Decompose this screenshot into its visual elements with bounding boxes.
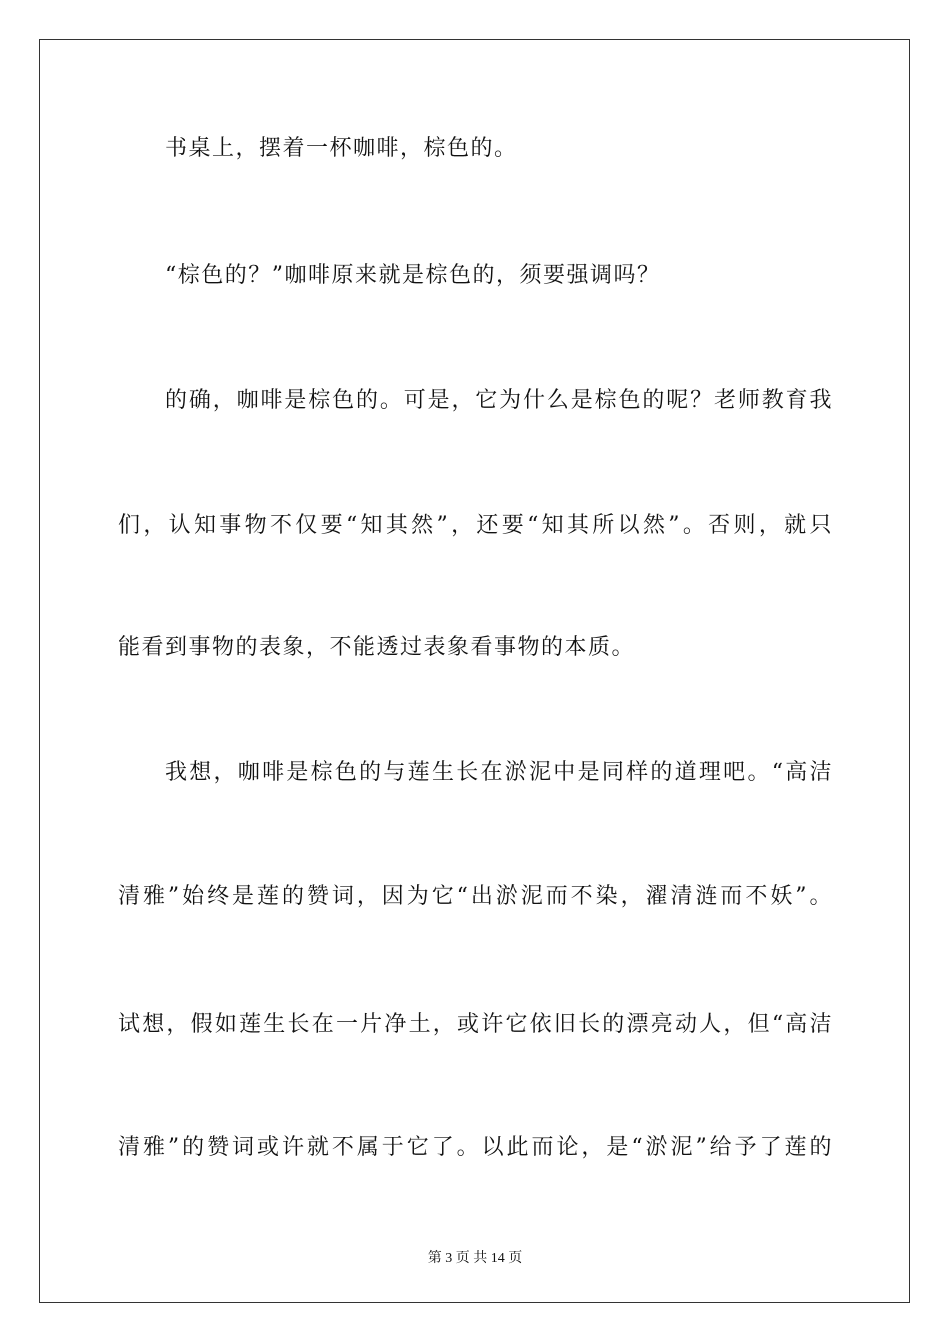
page-number-footer: 第 3 页 共 14 页 (427, 1251, 523, 1266)
paragraph-line: 们，认知事物不仅要“知其然”，还要“知其所以然”。否则，就只 (118, 513, 833, 538)
paragraph-line: “棕色的？”咖啡原来就是棕色的，须要强调吗？ (165, 263, 661, 288)
paragraph-line: 能看到事物的表象，不能透过表象看事物的本质。 (118, 635, 636, 660)
paragraph-line: 清雅”的赞词或许就不属于它了。以此而论，是“淤泥”给予了莲的 (118, 1135, 833, 1160)
paragraph-line: 我想，咖啡是棕色的与莲生长在淤泥中是同样的道理吧。“高洁 (165, 760, 833, 785)
paragraph-line: 的确，咖啡是棕色的。可是，它为什么是棕色的呢？老师教育我 (165, 388, 833, 413)
paragraph-line: 试想，假如莲生长在一片净土，或许它依旧长的漂亮动人，但“高洁 (118, 1012, 833, 1037)
paragraph-line: 书桌上，摆着一杯咖啡，棕色的。 (165, 136, 518, 161)
paragraph-line: 清雅”始终是莲的赞词，因为它“出淤泥而不染，濯清涟而不妖”。 (118, 884, 833, 909)
page-border (39, 39, 910, 1303)
